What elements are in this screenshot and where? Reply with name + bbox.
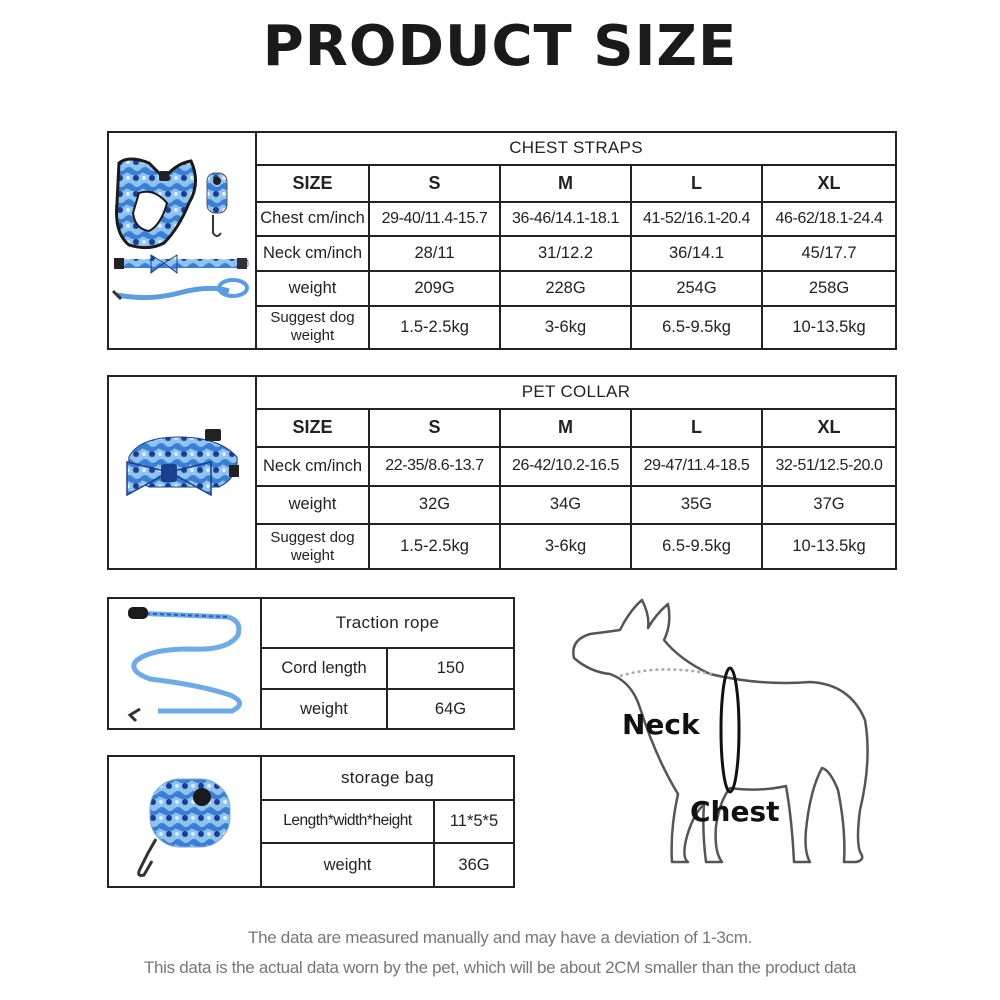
pet-collar-table [107, 375, 897, 570]
table-cell: 28/11 [369, 236, 500, 271]
size-xl: XL [762, 165, 896, 202]
table-cell: 3-6kg [500, 524, 631, 569]
table-cell: 10-13.5kg [762, 524, 896, 569]
table-cell: 26-42/10.2-16.5 [500, 447, 631, 486]
traction-rope-table [107, 597, 515, 730]
size-l: L [631, 409, 762, 448]
table-cell: 34G [500, 486, 631, 525]
dog-outline-icon [560, 590, 890, 900]
table-cell: 22-35/8.6-13.7 [369, 447, 500, 486]
table-cell: 32-51/12.5-20.0 [762, 447, 896, 486]
leash-image [108, 598, 261, 729]
table-cell: 35G [631, 486, 762, 525]
table-cell: 45/17.7 [762, 236, 896, 271]
table-cell: 228G [500, 271, 631, 306]
neck-label: Neck [622, 708, 700, 741]
row-label: Neck cm/inch [256, 447, 369, 486]
row-label: weight [256, 486, 369, 525]
table-cell: 64G [387, 689, 514, 729]
chest-straps-heading: CHEST STRAPS [256, 132, 896, 165]
storage-bag-heading: storage bag [261, 756, 514, 800]
row-label: Neck cm/inch [256, 236, 369, 271]
table-cell: 29-40/11.4-15.7 [369, 202, 500, 237]
table-cell: 11*5*5 [434, 800, 514, 844]
footer-note-2: This data is the actual data worn by the pet, which will be about 2CM smaller than the product data [143, 958, 857, 977]
collar-image [108, 376, 256, 569]
table-cell: 36-46/14.1-18.1 [500, 202, 631, 237]
table-cell: 3-6kg [500, 306, 631, 349]
row-label: Cord length [261, 648, 387, 690]
table-cell: 37G [762, 486, 896, 525]
leash-icon [110, 599, 260, 723]
row-label: weight [261, 689, 387, 729]
row-label: Suggest dog weight [256, 306, 369, 349]
size-m: M [500, 165, 631, 202]
traction-rope-heading: Traction rope [261, 598, 514, 648]
table-cell: 36/14.1 [631, 236, 762, 271]
storage-bag-icon [110, 757, 260, 881]
row-label: Length*width*height [261, 800, 434, 844]
table-cell: 254G [631, 271, 762, 306]
storage-bag-image [108, 756, 261, 887]
size-xl: XL [762, 409, 896, 448]
table-cell: 1.5-2.5kg [369, 306, 500, 349]
row-label: Chest cm/inch [256, 202, 369, 237]
table-cell: 29-47/11.4-18.5 [631, 447, 762, 486]
pet-collar-heading: PET COLLAR [256, 376, 896, 409]
row-label: weight [261, 843, 434, 887]
chest-label: Chest [690, 795, 780, 828]
table-cell: 41-52/16.1-20.4 [631, 202, 762, 237]
table-cell: 46-62/18.1-24.4 [762, 202, 896, 237]
size-m: M [500, 409, 631, 448]
row-label: Suggest dog weight [256, 524, 369, 569]
size-label: SIZE [256, 409, 369, 448]
table-cell: 31/12.2 [500, 236, 631, 271]
size-label: SIZE [256, 165, 369, 202]
table-cell: 209G [369, 271, 500, 306]
table-cell: 258G [762, 271, 896, 306]
table-cell: 1.5-2.5kg [369, 524, 500, 569]
row-label: weight [256, 271, 369, 306]
size-s: S [369, 409, 500, 448]
table-cell: 6.5-9.5kg [631, 306, 762, 349]
storage-bag-table [107, 755, 515, 888]
collar-icon [109, 377, 255, 563]
table-cell: 32G [369, 486, 500, 525]
table-cell: 6.5-9.5kg [631, 524, 762, 569]
harness-set-icon [109, 133, 255, 343]
table-cell: 150 [387, 648, 514, 690]
table-cell: 36G [434, 843, 514, 887]
dog-measurement-diagram [560, 590, 890, 900]
footer-note-1: The data are measured manually and may have a deviation of 1-3cm. [247, 928, 752, 947]
size-l: L [631, 165, 762, 202]
page-title: PRODUCT SIZE [262, 14, 738, 79]
chest-straps-table [107, 131, 897, 350]
table-cell: 10-13.5kg [762, 306, 896, 349]
size-s: S [369, 165, 500, 202]
harness-set-image [108, 132, 256, 349]
